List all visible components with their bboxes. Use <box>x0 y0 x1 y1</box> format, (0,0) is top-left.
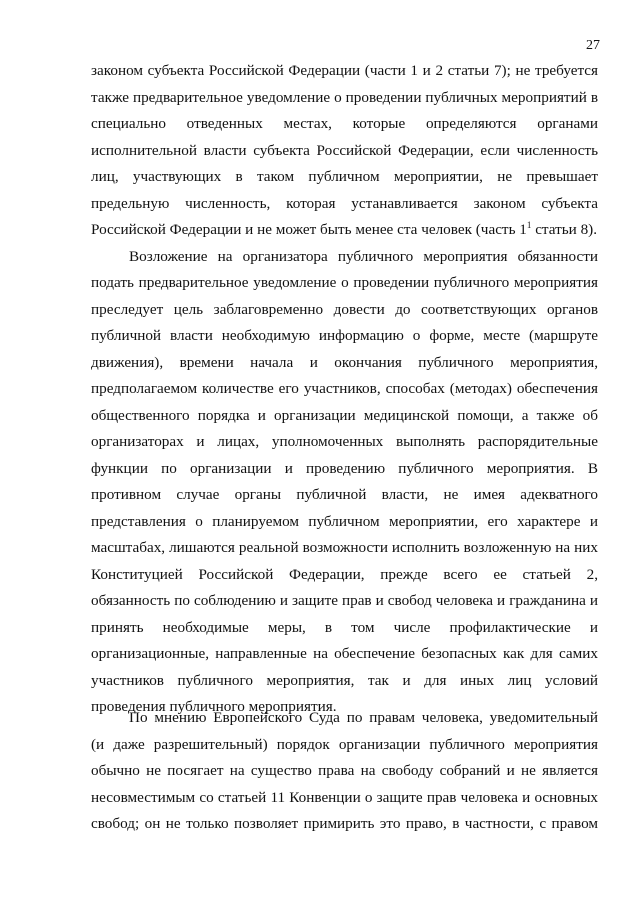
text-line: организаторах и лицах, уполномоченных выполнять распорядительные <box>91 433 598 450</box>
text-line: несовместимым со статьей 11 Конвенции о защите прав человека и основных <box>91 788 598 806</box>
text-line-last: проведения публичного мероприятия. <box>91 698 337 715</box>
superscript: 1 <box>526 219 532 230</box>
page-number: 27 <box>586 38 600 53</box>
paragraph-3 <box>91 705 598 838</box>
text-line: предельную численность, которая устанавливается законом субъекта <box>91 194 598 212</box>
text-line: масштабах, лишаются реальной возможности исполнить возложенную на них <box>91 539 598 556</box>
text-line: свобод; он не только позволяет примирить это право, в частности, с правом <box>91 815 598 832</box>
text-line: участников публичного мероприятия, так и для иных лиц условий <box>91 671 598 689</box>
paragraph-2 <box>91 244 598 721</box>
text-span: Российской Федерации и не может быть менее ста человек (часть 1 <box>91 221 527 238</box>
text-line: подать предварительное уведомление о проведении публичного мероприятия <box>91 274 598 291</box>
text-line: функции по организации и проведению публичного мероприятия. В <box>91 459 598 477</box>
text-line: преследует цель заблаговременно довести до соответствующих органов <box>91 300 598 318</box>
text-line: обязанность по соблюдению и защите прав и свобод человека и гражданина и <box>91 592 598 609</box>
text-line: организационные, направленные на обеспечение безопасных как для самих <box>91 645 598 662</box>
text-line: обычно не посягает на существо права на свободу собраний и не является <box>91 762 598 779</box>
text-line: (и даже разрешительный) порядок организации публичного мероприятия <box>91 735 598 753</box>
text-line: лиц, участвующих в таком публичном мероприятии, не превышает <box>91 168 598 185</box>
text-line: Возложение на организатора публичного мероприятия обязанности <box>129 247 598 265</box>
text-line: предполагаемом количестве его участников, способах (методах) обеспечения <box>91 380 598 397</box>
text-line: исполнительной власти субъекта Российской Федерации, если численность <box>91 141 598 159</box>
text-line: По мнению Европейского Суда по правам человека, уведомительный <box>129 709 598 726</box>
text-line-last <box>91 217 598 244</box>
paragraph-1 <box>91 58 598 244</box>
text-line: законом субъекта Российской Федерации (части 1 и 2 статьи 7); не требуется <box>91 62 598 79</box>
text-line: специально отведенных местах, которые определяются органами <box>91 115 598 132</box>
text-span: статьи 8). <box>531 221 598 238</box>
text-line: противном случае органы публичной власти, не имея адекватного <box>91 486 598 503</box>
text-line: Конституцией Российской Федерации, прежде всего ее статьей 2, <box>91 565 598 583</box>
text-line: движения), времени начала и окончания публичного мероприятия, <box>91 353 598 371</box>
text-line: также предварительное уведомление о проведении публичных мероприятий в <box>91 88 598 106</box>
text-line: принять необходимые меры, в том числе профилактические и <box>91 618 598 636</box>
text-line: публичной власти необходимую информацию о форме, месте (маршруте <box>91 327 598 344</box>
text-line: представления о планируемом публичном мероприятии, его характере и <box>91 512 598 530</box>
text-line: общественного порядка и организации медицинской помощи, а также об <box>91 406 598 424</box>
